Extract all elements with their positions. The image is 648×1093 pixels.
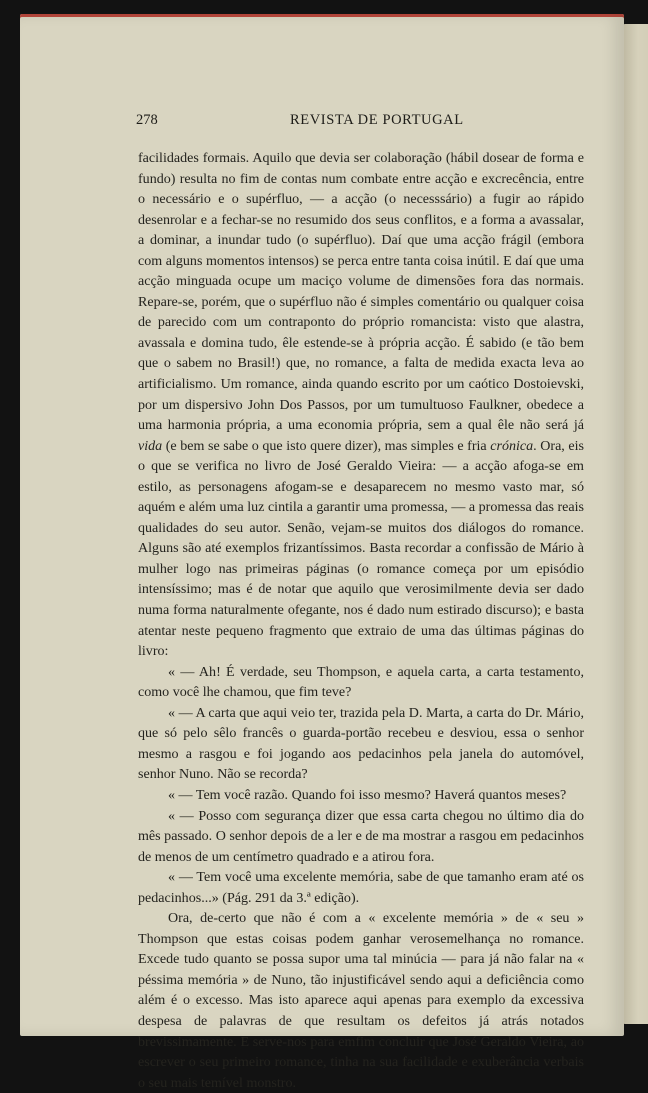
paragraph bbox=[138, 785, 584, 806]
paragraph bbox=[138, 908, 584, 1093]
text-segment: facilidades formais. Aquilo que devia ser colaboração (hábil dosear de forma e fundo) resulta no fim de contas num combate entre acção e excrecência, entre o necessário e o supérfluo, — a acção (o necesssário) a fugir ao rápido desenrolar e a fechar-se no resumido dos seus conflitos, e a forma a avassalar, a dominar, a inundar tudo (o supérfluo). Daí que uma acção frágil (embora com alguns momentos intensos) se perca entre tanta coisa inútil. E daí que uma acção minguada ocupe um maciço volume de dimensões fora das normais. Repare-se, porém, que o supérfluo não é simples comentário ou qualquer coisa de parecido com um contraponto do próprio romancista: visto que alastra, avassala e domina tudo, êle estende-se à própria acção. É sabido (e tão bem que o sabem no Brasil!) que, no romance, a falta de medida exacta leva ao artificialismo. Um romance, ainda quando escrito por um caótico Dostoievski, por um dispersivo John Dos Passos, por um tumultuoso Faulkner, obedece a uma harmonia própria, a uma economia própria, sem a qual êle não será já bbox=[138, 150, 584, 434]
page-header bbox=[136, 112, 466, 132]
italic-text: vida bbox=[138, 437, 163, 454]
adjacent-page-edge bbox=[622, 24, 648, 1024]
text-segment: (e bem se sabe o que isto quere dizer), mas simples e fria bbox=[162, 437, 491, 454]
body-text bbox=[138, 148, 584, 1093]
text-segment: . Ora, eis o que se verifica no livro de José Geraldo Vieira: — a acção afoga-se em estilo, as personagens afogam-se e desaparecem no mesmo vasto mar, só aquém e além uma luz cintila a garantir uma promessa, — a promessa das reais qualidades do seu autor. Senão, vejam-se muitos dos diálogos do romance. Alguns são até exemplos frizantíssimos. Basta recordar a confissão de Mário à mulher logo nas primeiras páginas (o romance começa por um episódio intensíssimo; mas é de notar que aquilo que verosimilmente devia ser dado numa forma naturalmente ofegante, nos é dado num estirado discurso); e basta atentar neste pequeno fragmento que extraio de uma das últimas páginas do livro: bbox=[138, 437, 584, 660]
paragraph bbox=[138, 703, 584, 785]
paragraph bbox=[138, 148, 584, 662]
paragraph bbox=[138, 867, 584, 908]
text-segment: Ora, de-certo que não é com a « excelente memória » de « seu » Thompson que estas coisas podem ganhar verosemelhança no romance. Excede tudo quanto se possa supor uma tal minúcia — para já não falar na « péssima memória » de Nuno, tão injustificável sendo aqui a deficiência como além é o excesso. Mas isto aparece aqui apenas para exemplo da excessiva despesa de palavras de que resultam os defeitos já atrás notados brevissimamente. E serve-nos para emfim concluir que José Geraldo Vieira, ao escrever o seu primeiro romance, tinha na sua facilidade e exuberância verbais o seu mais temível monstro. bbox=[138, 910, 584, 1091]
paragraph bbox=[138, 662, 584, 703]
text-segment: « — Tem você uma excelente memória, sabe de que tamanho eram até os pedacinhos...» (Pág. 291 da 3.ª edição). bbox=[138, 869, 584, 906]
page-number: 278 bbox=[136, 112, 158, 128]
text-segment: « — Ah! É verdade, seu Thompson, e aquela carta, a carta testamento, como você lhe chamou, que fim teve? bbox=[138, 663, 584, 701]
italic-text: crónica bbox=[490, 437, 534, 454]
text-segment: « — Tem você razão. Quando foi isso mesmo? Haverá quantos meses? bbox=[168, 786, 567, 803]
running-head: REVISTA DE PORTUGAL bbox=[290, 112, 464, 128]
text-segment: « — A carta que aqui veio ter, trazida pela D. Marta, a carta do Dr. Mário, que só pelo sêlo francês o guarda-portão recebeu e desviou, essa o senhor mesmo a rasgou e foi jogando aos pedacinhos pela janela do automóvel, senhor Nuno. Não se recorda? bbox=[138, 704, 584, 783]
text-segment: « — Posso com segurança dizer que essa carta chegou no último dia do mês passado. O senhor depois de a ler e de ma mostrar a rasgou em pedacinhos de menos de um centímetro quadrado e a atirou fora. bbox=[138, 807, 584, 865]
paragraph bbox=[138, 806, 584, 868]
